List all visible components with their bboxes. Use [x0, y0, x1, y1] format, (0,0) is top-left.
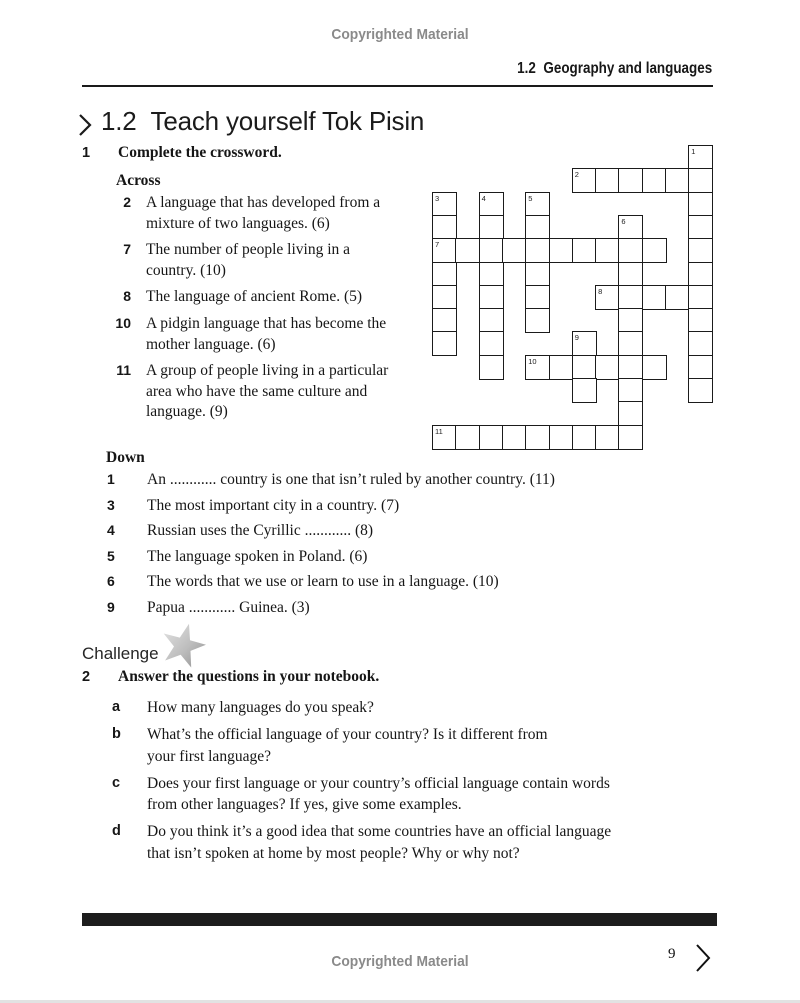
crossword-cell [618, 425, 643, 450]
crossword-cell [618, 215, 643, 240]
down-clue-number: 4 [107, 522, 115, 539]
crossword-cell-number: 6 [621, 216, 626, 226]
question-text-line: your first language? [147, 747, 271, 765]
crossword-cell [688, 331, 713, 356]
crossword-cell [455, 425, 480, 450]
crossword-cell [595, 425, 620, 450]
crossword-cell [618, 378, 643, 403]
clue-row [107, 572, 555, 593]
crossword-cell [432, 238, 457, 263]
crossword-cell [642, 238, 667, 263]
crossword-cell-number: 9 [574, 333, 579, 343]
exercise-2 [82, 668, 379, 686]
crossword-cell [525, 262, 550, 287]
across-clue-number: 2 [123, 194, 131, 210]
crossword-cell [549, 238, 574, 263]
crossword-cell [688, 168, 713, 193]
crossword-cell-number: 1 [691, 147, 696, 156]
crossword-cell [572, 168, 597, 193]
crossword-cell-number: 4 [481, 193, 486, 203]
clue-text-line: The language of ancient Rome. (5) [146, 288, 363, 306]
crossword-cell [688, 262, 713, 287]
clue-row [104, 361, 388, 423]
crossword-cell [432, 262, 457, 287]
crossword-cell [572, 378, 597, 403]
clue-text [147, 547, 367, 568]
across-clue-number: 11 [116, 362, 131, 379]
crossword-cell [432, 331, 457, 356]
crossword-cell [455, 238, 480, 263]
crossword-cell [525, 215, 550, 240]
page-title-text: Teach yourself Tok Pisin [150, 106, 425, 136]
exercise-1-instruction: Complete the crossword. [118, 144, 282, 161]
question-text [147, 724, 548, 767]
crossword-cell [642, 355, 667, 380]
crossword-cell-number: 3 [435, 193, 440, 203]
question-row [112, 724, 611, 767]
clue-text [146, 240, 350, 281]
running-header-section: 1.2 [516, 60, 536, 77]
crossword-cell [688, 355, 713, 380]
down-clue-number: 9 [107, 598, 115, 615]
crossword-cell [525, 238, 550, 263]
exercise-1-number: 1 [82, 145, 91, 161]
clue-row [104, 193, 388, 234]
clue-text-line: The most important city in a country. (7) [147, 496, 400, 514]
crossword-cell [688, 378, 713, 403]
crossword-cell [479, 308, 504, 333]
crossword-cell [572, 331, 597, 356]
crossword-cell [595, 285, 620, 310]
crossword-cell [642, 285, 667, 310]
question-letter: d [112, 823, 121, 839]
question-text-line: Does your first language or your country’s official language contain words [147, 774, 610, 792]
chevron-right-icon [78, 112, 92, 143]
crossword-cell [595, 168, 620, 193]
down-heading: Down [106, 449, 145, 466]
clue-text-line: mixture of two languages. (6) [146, 214, 330, 232]
across-clue-number: 10 [115, 314, 131, 331]
crossword-cell [572, 425, 597, 450]
crossword-cell [479, 285, 504, 310]
crossword-cell-number: 7 [435, 240, 440, 250]
clue-row [107, 496, 555, 517]
down-clues [107, 470, 555, 624]
crossword-cell [688, 238, 713, 263]
crossword-cell [572, 355, 597, 380]
footer-bar [82, 913, 717, 926]
clue-text-line: The language spoken in Poland. (6) [147, 547, 368, 565]
question-row [112, 773, 611, 816]
crossword-cell-number: 11 [435, 426, 443, 436]
crossword-cell-number: 8 [598, 286, 603, 296]
question-text [147, 697, 374, 719]
crossword-cell [549, 355, 574, 380]
clue-row [107, 547, 555, 568]
crossword-cell [525, 192, 550, 217]
crossword-cell [479, 262, 504, 287]
clue-row [107, 521, 555, 542]
crossword-cell [525, 425, 550, 450]
exercise-1 [82, 144, 282, 162]
page-number: 9 [668, 946, 676, 962]
clue-text-line: language. (9) [146, 403, 228, 421]
across-clue-number: 8 [123, 288, 131, 305]
challenge-label: Challenge [82, 644, 159, 663]
page-title [78, 106, 424, 143]
crossword-cell [618, 262, 643, 287]
crossword-cell [688, 145, 713, 170]
clue-text-line: A language that has developed from a [146, 194, 381, 211]
crossword-cell [618, 308, 643, 333]
question-text [147, 821, 611, 864]
clue-text [147, 598, 310, 619]
crossword-cell [479, 355, 504, 380]
crossword-cell [479, 215, 504, 240]
crossword-cell [688, 285, 713, 310]
down-clue-number: 1 [107, 471, 115, 487]
page-title-number: 1.2 [101, 106, 137, 136]
question-letter: a [112, 699, 121, 715]
crossword-cell [549, 425, 574, 450]
down-clue-number: 6 [107, 573, 115, 590]
question-text-line: from other languages? If yes, give some examples. [147, 796, 462, 813]
crossword-cell [665, 168, 690, 193]
question-text-line: How many languages do you speak? [147, 699, 374, 716]
clue-text-line: A pidgin language that has become the [146, 314, 387, 332]
crossword-cell [479, 238, 504, 263]
crossword-cell [502, 238, 527, 263]
clue-text [147, 496, 399, 517]
crossword-cell [479, 192, 504, 217]
question-row [112, 697, 611, 719]
crossword-cell [432, 215, 457, 240]
clue-row [104, 240, 388, 281]
clue-text [147, 521, 373, 542]
crossword-cell [688, 215, 713, 240]
clue-text-line: A group of people living in a particular [146, 362, 389, 380]
header-rule [82, 85, 713, 87]
question-row [112, 821, 611, 864]
clue-row [107, 598, 555, 619]
crossword-cell [595, 355, 620, 380]
crossword-grid [432, 145, 714, 450]
clue-row [107, 470, 555, 491]
crossword-cell [525, 355, 550, 380]
crossword-cell-number: 10 [528, 356, 537, 366]
across-heading: Across [116, 172, 161, 189]
down-clue-number: 5 [107, 547, 115, 564]
clue-text-line: The words that we use or learn to use in a language. (10) [147, 573, 499, 591]
question-letter: b [112, 726, 121, 742]
crossword-cell [618, 168, 643, 193]
crossword-cell [618, 401, 643, 426]
clue-text [147, 470, 555, 491]
crossword-cell [432, 425, 457, 450]
running-header [517, 60, 712, 78]
exercise-2-instruction: Answer the questions in your notebook. [118, 668, 380, 685]
copyright-watermark-bottom: Copyrighted Material [331, 953, 469, 970]
crossword-cell [618, 331, 643, 356]
crossword-cell [688, 308, 713, 333]
across-clues [104, 193, 388, 429]
crossword-cell [432, 192, 457, 217]
crossword-cell [618, 355, 643, 380]
clue-text [146, 193, 380, 234]
down-clue-number: 3 [107, 496, 115, 513]
clue-text-line: The number of people living in a [146, 241, 351, 259]
crossword-cell [642, 168, 667, 193]
exercise-2-questions [112, 697, 611, 870]
clue-text [147, 572, 499, 593]
crossword-cell [432, 285, 457, 310]
crossword-cell [665, 285, 690, 310]
clue-row [104, 287, 388, 308]
crossword-cell [432, 308, 457, 333]
clue-text-line: Papua ............ Guinea. (3) [147, 598, 310, 616]
clue-text-line: Russian uses the Cyrillic ............ (8) [147, 522, 374, 540]
crossword-cell [572, 238, 597, 263]
question-letter: c [112, 774, 121, 791]
clue-text [146, 287, 362, 308]
clue-text-line: area who have the same culture and [146, 382, 368, 400]
clue-row [104, 314, 388, 355]
crossword-cell [688, 192, 713, 217]
crossword-cell-number: 5 [528, 193, 533, 203]
crossword-cell-number: 2 [574, 170, 579, 180]
crossword-cell [525, 308, 550, 333]
clue-text [146, 314, 386, 355]
exercise-2-number: 2 [82, 669, 91, 685]
clue-text-line: An ............ country is one that isn’t ruled by another country. (11) [147, 471, 555, 488]
crossword-cell [502, 425, 527, 450]
question-text-line: that isn’t spoken at home by most people? Why or why not? [147, 844, 520, 862]
copyright-watermark-top: Copyrighted Material [331, 26, 469, 43]
crossword-cell [525, 285, 550, 310]
across-clue-number: 7 [123, 241, 131, 258]
question-text-line: Do you think it’s a good idea that some countries have an official language [147, 823, 612, 840]
clue-text-line: mother language. (6) [146, 335, 276, 353]
crossword-cell [479, 331, 504, 356]
question-text-line: What’s the official language of your country? Is it different from [147, 726, 548, 743]
crossword-cell [618, 285, 643, 310]
crossword-cell [618, 238, 643, 263]
clue-text-line: country. (10) [146, 261, 226, 279]
crossword-cell [479, 425, 504, 450]
running-header-title: Geography and languages [543, 60, 712, 77]
crossword-cell [595, 238, 620, 263]
clue-text [146, 361, 388, 423]
question-text [147, 773, 610, 816]
